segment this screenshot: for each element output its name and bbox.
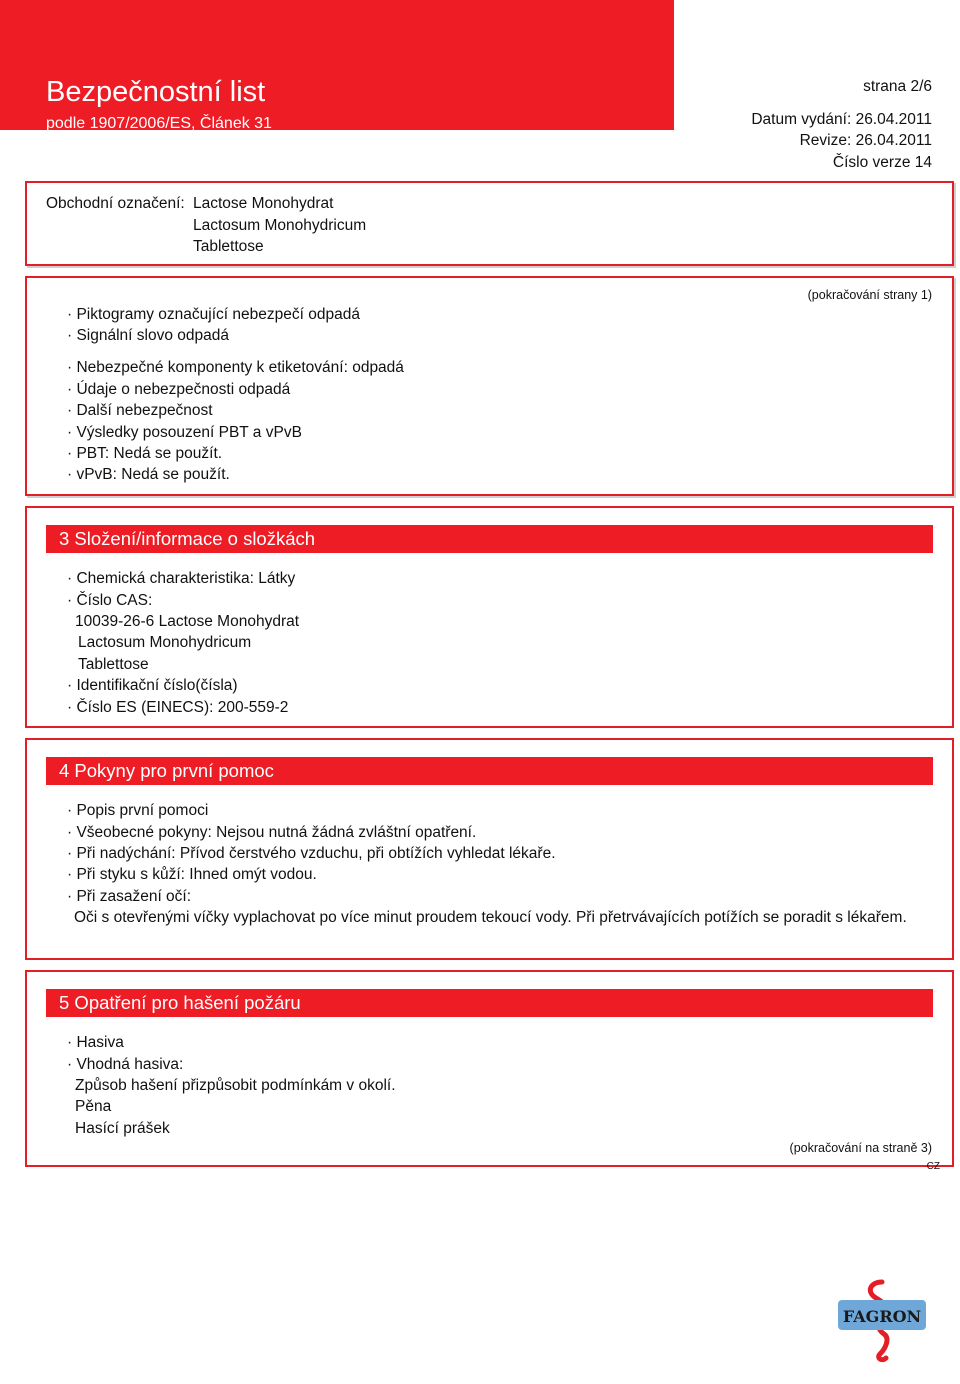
hazard-line: · Piktogramy označující nebezpečí odpadá xyxy=(67,306,360,323)
first-aid-line: · Při styku s kůží: Ihned omýt vodou. xyxy=(67,866,317,883)
cas-value: 10039-26-6 Lactose Monohydrat xyxy=(75,613,300,630)
trade-name-value: Tablettose xyxy=(193,238,264,255)
language-code: CZ xyxy=(926,1161,940,1172)
chemical-characteristic: · Chemická charakteristika: Látky xyxy=(67,570,296,587)
document-subtitle: podle 1907/2006/ES, Článek 31 xyxy=(46,115,272,132)
hazard-line: · Další nebezpečnost xyxy=(67,402,213,419)
hazard-line: · PBT: Nedá se použít. xyxy=(67,445,223,462)
document-meta xyxy=(751,76,932,173)
extinguishing-label: · Hasiva xyxy=(67,1034,124,1051)
continuation-note: (pokračování strany 1) xyxy=(807,288,932,302)
cas-value: Tablettose xyxy=(78,656,149,673)
hazard-line: · Údaje o nebezpečnosti odpadá xyxy=(67,381,291,398)
hazard-line: · Výsledky posouzení PBT a vPvB xyxy=(67,424,302,441)
cas-label: · Číslo CAS: xyxy=(67,592,153,609)
first-aid-line: · Při zasažení očí: xyxy=(67,888,192,905)
eye-contact-text: Oči s otevřenými víčky vyplachovat po více minut proudem tekoucí vody. Při přetrvávajících potížích se poradit s lékařem. xyxy=(74,909,907,926)
hazard-line: · Signální slovo odpadá xyxy=(67,327,230,344)
continuation-next-note: (pokračování na straně 3) xyxy=(789,1141,932,1155)
hazard-line: · vPvB: Nedá se použít. xyxy=(67,466,230,483)
trade-name xyxy=(46,193,366,258)
page-number: strana 2/6 xyxy=(863,78,932,95)
logo-text: FAGRON xyxy=(842,1307,922,1326)
suitable-extinguishing-label: · Vhodná hasiva: xyxy=(67,1056,184,1073)
document-title: Bezpečnostní list xyxy=(46,76,266,108)
first-aid-line: · Popis první pomoci xyxy=(67,802,209,819)
trade-name-value: Lactose Monohydrat xyxy=(193,195,334,212)
trade-name-label: Obchodní označení: xyxy=(46,195,185,212)
es-number: · Číslo ES (EINECS): 200-559-2 xyxy=(67,699,289,716)
section-4-heading: 4 Pokyny pro první pomoc xyxy=(46,757,933,785)
first-aid-line: · Všeobecné pokyny: Nejsou nutná žádná zvláštní opatření. xyxy=(67,824,477,841)
first-aid-line: · Při nadýchání: Přívod čerstvého vzduchu, při obtížích vyhledat lékaře. xyxy=(67,845,556,862)
trade-name-value: Lactosum Monohydricum xyxy=(193,216,367,234)
extinguishing-item: Hasící prášek xyxy=(75,1120,170,1137)
extinguishing-item: Pěna xyxy=(75,1098,112,1115)
version-number: Číslo verze 14 xyxy=(832,153,932,171)
issue-date: Datum vydání: 26.04.2011 xyxy=(751,110,932,128)
cas-value: Lactosum Monohydricum xyxy=(78,634,252,651)
fagron-logo xyxy=(836,1278,928,1364)
revision-date: Revize: 26.04.2011 xyxy=(799,132,932,149)
section-3-heading: 3 Složení/informace o složkách xyxy=(46,525,933,553)
identification-label: · Identifikační číslo(čísla) xyxy=(67,677,238,694)
header-banner xyxy=(0,0,674,130)
extinguishing-item: Způsob hašení přizpůsobit podmínkám v okolí. xyxy=(75,1077,396,1094)
hazard-line: · Nebezpečné komponenty k etiketování: odpadá xyxy=(67,359,404,376)
section-5-heading: 5 Opatření pro hašení požáru xyxy=(46,989,933,1017)
